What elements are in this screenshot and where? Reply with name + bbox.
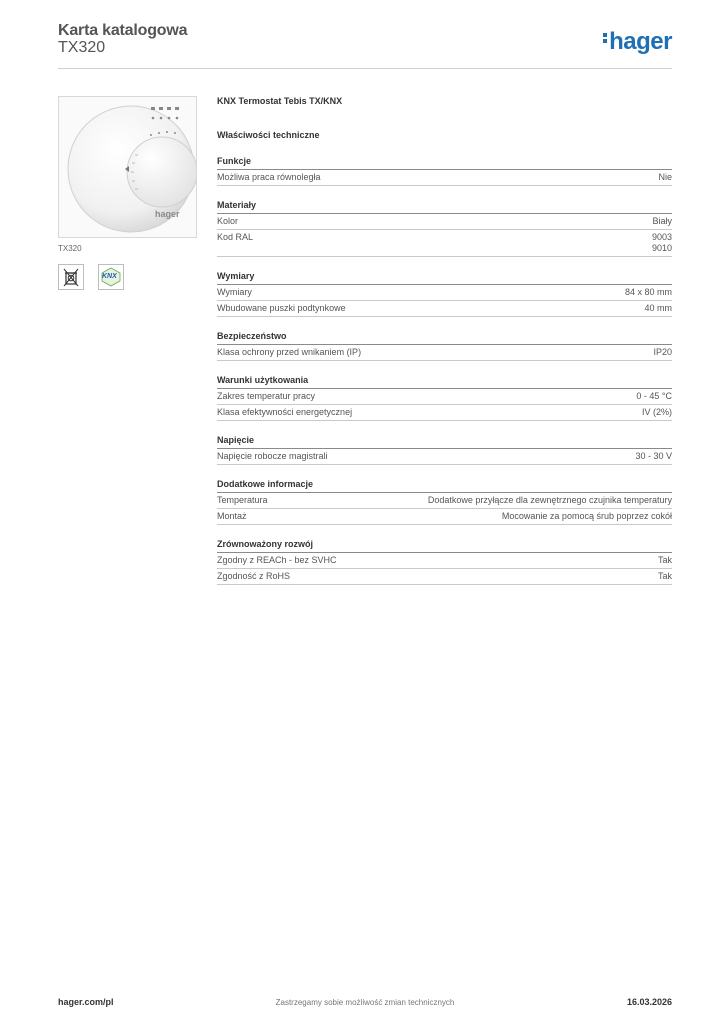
spec-row (217, 449, 672, 465)
logo-text: hager (609, 28, 672, 55)
spec-value: 0 - 45 °C (636, 391, 672, 401)
image-caption: TX320 (58, 244, 82, 253)
properties-heading: Właściwości techniczne (217, 130, 320, 140)
spec-section-dodatkowe (217, 479, 672, 525)
footer-date: 16.03.2026 (626, 997, 672, 1007)
recycle-bin-icon (58, 264, 84, 290)
spec-row (217, 345, 672, 361)
spec-value (652, 232, 672, 254)
footer-disclaimer: Zastrzegamy sobie możliwość zmian technicznych (275, 998, 455, 1007)
spec-row (217, 301, 672, 317)
spec-row (217, 553, 672, 569)
spec-section-wymiary (217, 271, 672, 317)
product-image (58, 96, 197, 238)
thermostat-illustration (59, 97, 196, 237)
section-title: Wymiary (217, 271, 672, 285)
spec-value-line: 9010 (651, 243, 672, 253)
spec-row (217, 405, 672, 421)
spec-row (217, 509, 672, 525)
spec-row (217, 230, 672, 257)
spec-label: Zakres temperatur pracy (217, 391, 316, 401)
spec-label: Temperatura (217, 495, 268, 505)
spec-value: Mocowanie za pomocą śrub poprzez cokół (501, 511, 672, 521)
spec-section-funkcje (217, 156, 672, 186)
spec-row (217, 214, 672, 230)
product-name: KNX Termostat Tebis TX/KNX (217, 96, 343, 106)
spec-section-bezpieczenstwo (217, 331, 672, 361)
page-header (58, 20, 672, 68)
knx-logo-icon (98, 264, 124, 290)
spec-label: Kolor (217, 216, 239, 226)
section-title: Funkcje (217, 156, 672, 170)
section-title: Warunki użytkowania (217, 375, 672, 389)
header-divider (58, 68, 672, 69)
spec-section-zrownowazony (217, 539, 672, 585)
document-title: Karta katalogowa (58, 22, 188, 39)
spec-value: IP20 (653, 347, 672, 357)
spec-label: Klasa efektywności energetycznej (217, 407, 353, 417)
page-footer (58, 997, 672, 1011)
spec-label: Montaż (217, 511, 247, 521)
spec-label: Klasa ochrony przed wnikaniem (IP) (217, 347, 362, 357)
spec-row (217, 493, 672, 509)
logo-colon-icon (603, 31, 607, 45)
spec-label: Zgodność z RoHS (217, 571, 291, 581)
spec-value: 30 - 30 V (635, 451, 672, 461)
section-title: Dodatkowe informacje (217, 479, 672, 493)
spec-row (217, 170, 672, 186)
spec-value: Tak (657, 571, 672, 581)
spec-label: Zgodny z REACh - bez SVHC (217, 555, 337, 565)
section-title: Materiały (217, 200, 672, 214)
spec-value: Dodatkowe przyłącze dla zewnętrznego czujnika temperatury (427, 495, 672, 505)
spec-label: Wbudowane puszki podtynkowe (217, 303, 346, 313)
footer-website-link[interactable]: hager.com/pl (58, 997, 114, 1007)
spec-row (217, 389, 672, 405)
spec-value: Nie (658, 172, 672, 182)
image-brand-label: hager (155, 209, 180, 219)
spec-value: 84 x 80 mm (624, 287, 672, 297)
product-code: TX320 (58, 39, 106, 56)
spec-row (217, 569, 672, 585)
spec-label: Napięcie robocze magistrali (217, 451, 328, 461)
spec-value: 40 mm (644, 303, 672, 313)
section-title: Zrównoważony rozwój (217, 539, 672, 553)
spec-label: Możliwa praca równoległa (217, 172, 321, 182)
spec-section-napiecie (217, 435, 672, 465)
spec-content (217, 96, 672, 585)
knx-logo-text: KNX (102, 273, 117, 280)
spec-row (217, 285, 672, 301)
hager-logo[interactable] (603, 28, 672, 56)
spec-section-warunki (217, 375, 672, 421)
section-title: Bezpieczeństwo (217, 331, 672, 345)
spec-value: Biały (652, 216, 672, 226)
section-title: Napięcie (217, 435, 672, 449)
spec-value-line: 9003 (651, 232, 672, 242)
spec-value: IV (2%) (641, 407, 672, 417)
spec-label: Kod RAL (217, 232, 254, 242)
spec-label: Wymiary (217, 287, 252, 297)
spec-section-materialy (217, 200, 672, 257)
spec-value: Tak (657, 555, 672, 565)
